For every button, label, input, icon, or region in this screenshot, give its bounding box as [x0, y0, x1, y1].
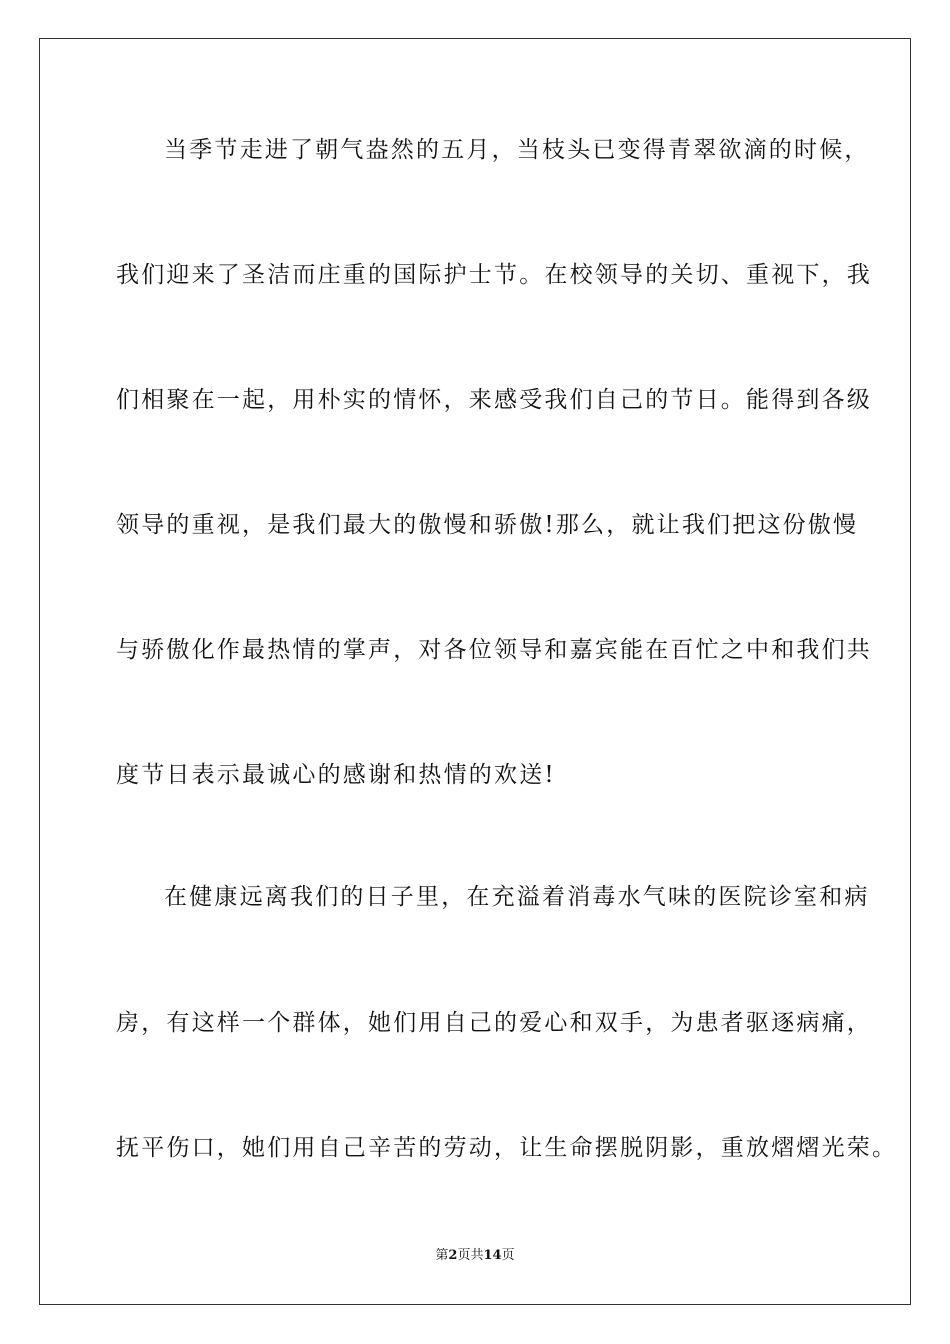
paragraph-1-line-4: 领导的重视，是我们最大的傲慢和骄傲!那么，就让我们把这份傲慢: [116, 512, 859, 538]
total-suffix: 页: [501, 1248, 515, 1263]
page-suffix: 页: [457, 1248, 471, 1263]
page-current: 2: [448, 1248, 458, 1263]
paragraph-2-line-3: 抚平伤口，她们用自己辛苦的劳动，让生命摆脱阴影，重放熠熠光荣。: [116, 1135, 898, 1161]
paragraph-2-line-1: 在健康远离我们的日子里，在充溢着消毒水气味的医院诊室和病: [164, 884, 870, 910]
paragraph-1-line-1: 当季节走进了朝气盎然的五月，当枝头已变得青翠欲滴的时候，: [164, 137, 870, 163]
page-border: [39, 38, 911, 1305]
total-prefix: 共: [470, 1248, 484, 1263]
page-total: 14: [483, 1248, 502, 1263]
page-prefix: 第: [435, 1248, 449, 1263]
paragraph-1-line-5: 与骄傲化作最热情的掌声，对各位领导和嘉宾能在百忙之中和我们共: [116, 637, 872, 663]
paragraph-2-line-2: 房，有这样一个群体，她们用自己的爱心和双手，为患者驱逐病痛，: [116, 1010, 872, 1036]
page-footer: [0, 1247, 950, 1265]
paragraph-1-line-2: 我们迎来了圣洁而庄重的国际护士节。在校领导的关切、重视下，我: [116, 262, 872, 288]
paragraph-1-line-6: 度节日表示最诚心的感谢和热情的欢送!: [116, 762, 556, 788]
paragraph-1-line-3: 们相聚在一起，用朴实的情怀，来感受我们自己的节日。能得到各级: [116, 387, 872, 413]
